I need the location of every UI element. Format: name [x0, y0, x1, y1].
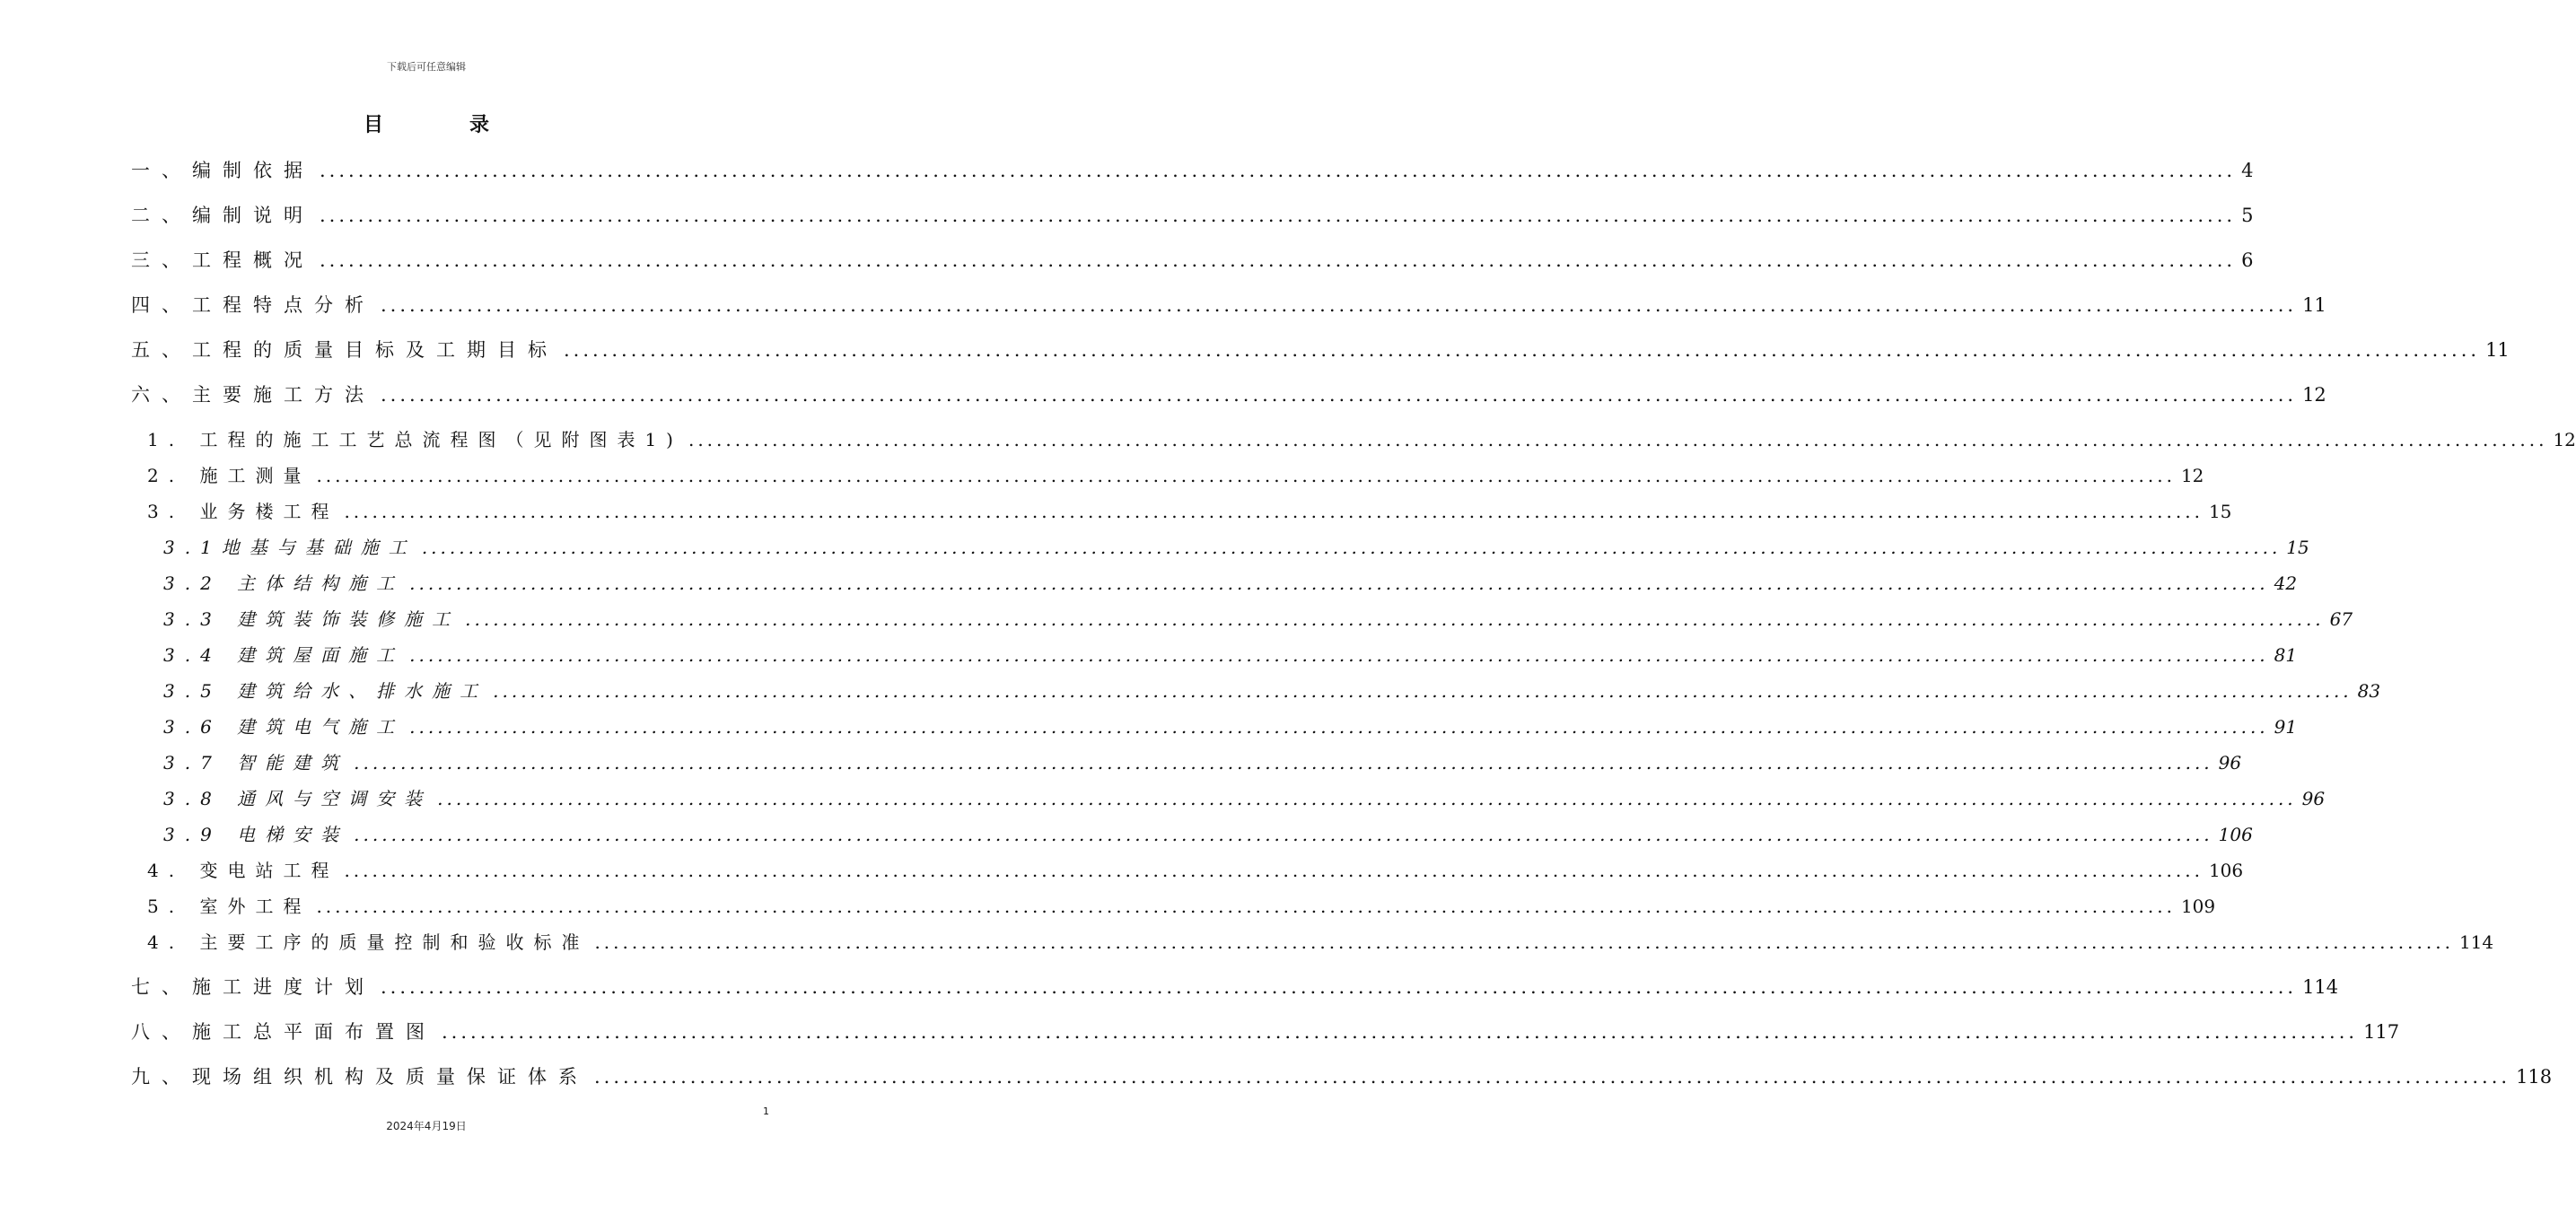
toc-leader-dots: ........................................................................................................................................................................................................ — [344, 501, 2204, 522]
toc-entry-page: 42 — [2274, 572, 2298, 594]
toc-entry[interactable] — [131, 336, 2510, 363]
toc-entry-page: 4 — [2241, 160, 2254, 181]
toc-leader-dots: ........................................................................................................................................................................................................ — [409, 644, 2269, 666]
toc-leader-dots: ........................................................................................................................................................................................................ — [594, 931, 2454, 953]
toc-entry-page: 81 — [2274, 644, 2298, 666]
toc-entry[interactable] — [147, 425, 2576, 451]
page-header: 下载后可任意编辑 — [387, 61, 466, 73]
toc-entry[interactable] — [147, 856, 2244, 882]
toc-entry-label: 四、工程特点分析 — [131, 294, 375, 316]
toc-entry-label: 六、主要施工方法 — [131, 384, 375, 406]
toc-entry-page: 15 — [2208, 501, 2232, 522]
toc-entry[interactable] — [163, 605, 2353, 631]
toc-entry-page: 15 — [2286, 537, 2309, 558]
toc-entry-page: 106 — [2218, 824, 2253, 845]
toc-entry-page: 96 — [2301, 788, 2326, 809]
toc-title-right: 录 — [469, 113, 490, 136]
toc-entry[interactable] — [131, 156, 2254, 183]
toc-leader-dots: ........................................................................................................................................................................................................ — [465, 608, 2325, 630]
toc-entry[interactable] — [131, 380, 2326, 407]
toc-entry-label: 二、编制说明 — [131, 205, 314, 226]
toc-entry[interactable] — [163, 641, 2298, 667]
toc-entry-label: 4. 主要工序的质量控制和验收标准 — [147, 931, 590, 953]
toc-entry[interactable] — [131, 1018, 2400, 1044]
toc-entry[interactable] — [147, 461, 2204, 487]
toc-leader-dots: ........................................................................................................................................................................................................ — [409, 572, 2269, 594]
toc-entry-page: 11 — [2302, 294, 2326, 316]
toc-entry-page: 6 — [2241, 249, 2254, 271]
toc-entry[interactable] — [131, 246, 2254, 273]
toc-entry-label: 4. 变电站工程 — [147, 860, 339, 881]
toc-entry[interactable] — [131, 973, 2339, 1000]
toc-entry-label: 三、工程概况 — [131, 249, 314, 271]
toc-entry-page: 12 — [2553, 429, 2576, 450]
toc-entry[interactable] — [131, 291, 2326, 318]
toc-entry-label: 1. 工程的施工工艺总流程图（见附图表1) — [147, 429, 683, 450]
toc-entry-label: 3.2 主体结构施工 — [163, 572, 405, 594]
toc-leader-dots: ........................................................................................................................................................................................................ — [493, 680, 2353, 702]
toc-entry[interactable] — [131, 1062, 2553, 1089]
toc-entry-page: 11 — [2485, 339, 2510, 361]
toc-entry-page: 96 — [2218, 752, 2242, 773]
toc-entry-label: 八、施工总平面布置图 — [131, 1021, 436, 1043]
toc-entry[interactable] — [147, 892, 2216, 918]
toc-entry-page: 12 — [2302, 384, 2326, 406]
toc-leader-dots: ........................................................................................................................................................................................................ — [320, 249, 2237, 271]
toc-entry[interactable] — [163, 677, 2381, 703]
toc-leader-dots: ........................................................................................................................................................................................................ — [381, 976, 2298, 998]
toc-entry-label: 5. 室外工程 — [147, 896, 311, 917]
toc-leader-dots: ........................................................................................................................................................................................................ — [442, 1021, 2359, 1043]
toc-leader-dots: ........................................................................................................................................................................................................ — [564, 339, 2481, 361]
toc-entry[interactable] — [163, 748, 2242, 774]
toc-leader-dots: ........................................................................................................................................................................................................ — [409, 716, 2269, 738]
toc-entry-page: 114 — [2458, 931, 2494, 953]
toc-entry-label: 3.3 建筑装饰装修施工 — [163, 608, 460, 630]
toc-leader-dots: ........................................................................................................................................................................................................ — [421, 537, 2282, 558]
toc-entry-label: 3.6 建筑电气施工 — [163, 716, 405, 738]
toc-entry[interactable] — [147, 928, 2494, 954]
toc-entry-label: 七、施工进度计划 — [131, 976, 375, 998]
toc-leader-dots: ........................................................................................................................................................................................................ — [320, 205, 2237, 226]
toc-entry-label: 3.1地基与基础施工 — [163, 537, 416, 558]
toc-entry-label: 3.8 通风与空调安装 — [163, 788, 433, 809]
toc-entry[interactable] — [147, 497, 2232, 523]
toc-entry[interactable] — [163, 820, 2253, 846]
toc-leader-dots: ........................................................................................................................................................................................................ — [320, 160, 2237, 181]
toc-entry-label: 九、现场组织机构及质量保证体系 — [131, 1066, 589, 1088]
toc-entry-label: 五、工程的质量目标及工期目标 — [131, 339, 558, 361]
toc-entry-label: 2. 施工测量 — [147, 465, 311, 486]
toc-entry[interactable] — [131, 201, 2254, 228]
toc-entry-page: 118 — [2516, 1066, 2553, 1088]
toc-leader-dots: ........................................................................................................................................................................................................ — [344, 860, 2204, 881]
toc-leader-dots: ........................................................................................................................................................................................................ — [381, 294, 2298, 316]
toc-leader-dots: ........................................................................................................................................................................................................ — [316, 465, 2176, 486]
toc-entry-page: 117 — [2363, 1021, 2400, 1043]
toc-entry[interactable] — [163, 784, 2326, 810]
toc-entry[interactable] — [163, 533, 2309, 559]
toc-title-left: 目 — [363, 113, 383, 136]
toc-entry-label: 3.9 电梯安装 — [163, 824, 349, 845]
toc-leader-dots: ........................................................................................................................................................................................................ — [354, 824, 2213, 845]
toc-entry-page: 5 — [2241, 205, 2254, 226]
toc-entry-page: 83 — [2357, 680, 2381, 702]
page-number: 1 — [763, 1106, 769, 1117]
toc-leader-dots: ........................................................................................................................................................................................................ — [437, 788, 2297, 809]
toc-leader-dots: ........................................................................................................................................................................................................ — [594, 1066, 2511, 1088]
toc-leader-dots: ........................................................................................................................................................................................................ — [688, 429, 2548, 450]
toc-leader-dots: ........................................................................................................................................................................................................ — [354, 752, 2213, 773]
toc-leader-dots: ........................................................................................................................................................................................................ — [316, 896, 2176, 917]
page-footer-date: 2024年4月19日 — [386, 1120, 467, 1132]
toc-entry-page: 67 — [2329, 608, 2353, 630]
toc-entry-label: 3.4 建筑屋面施工 — [163, 644, 405, 666]
toc-title — [0, 109, 853, 137]
toc-entry-page: 91 — [2274, 716, 2298, 738]
toc-leader-dots: ........................................................................................................................................................................................................ — [381, 384, 2298, 406]
toc-entry[interactable] — [163, 569, 2298, 595]
toc-entry-page: 12 — [2180, 465, 2204, 486]
toc-entry-label: 一、编制依据 — [131, 160, 314, 181]
toc-entry-label: 3.7 智能建筑 — [163, 752, 349, 773]
toc-entry-label: 3.5 建筑给水、排水施工 — [163, 680, 488, 702]
toc-entry-page: 106 — [2208, 860, 2244, 881]
toc-entry-label: 3. 业务楼工程 — [147, 501, 339, 522]
toc-entry-page: 114 — [2302, 976, 2339, 998]
toc-entry[interactable] — [163, 712, 2298, 738]
toc-entry-page: 109 — [2180, 896, 2216, 917]
